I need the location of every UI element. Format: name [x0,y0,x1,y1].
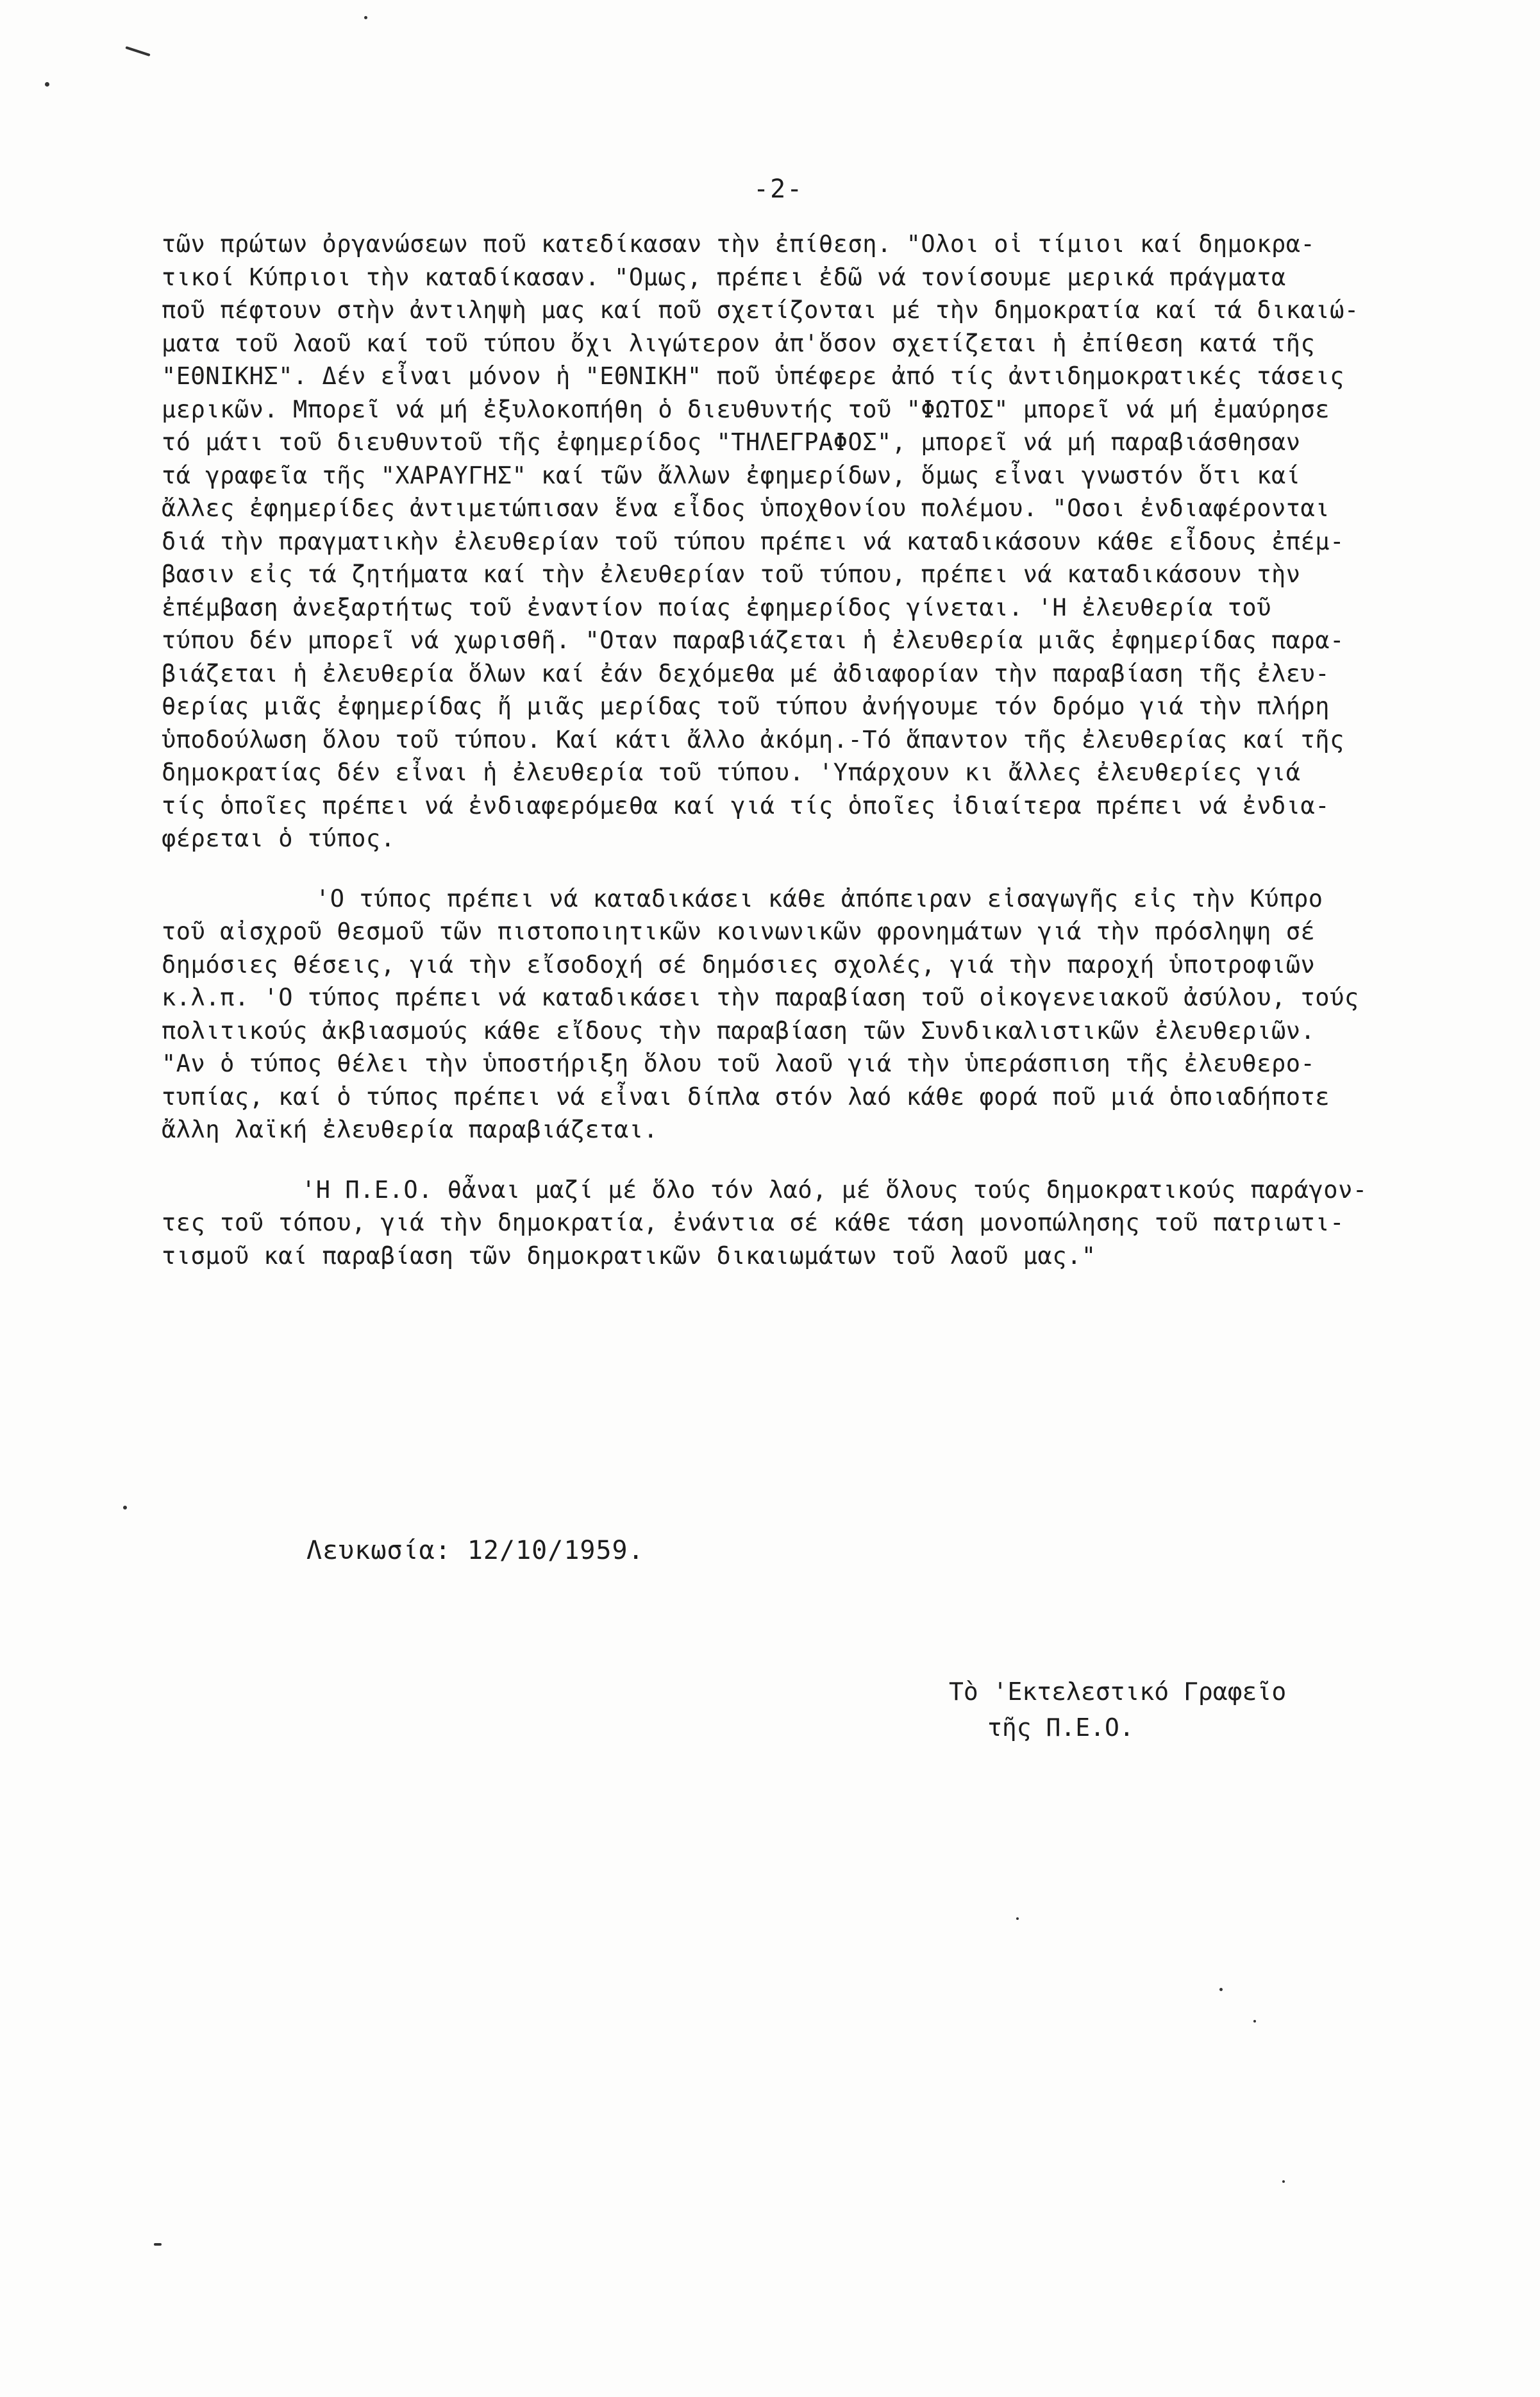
paragraph-gap [162,855,1518,882]
paragraph-gap [162,1147,1518,1173]
signature-line-1: Τὸ 'Εκτελεστικό Γραφεῖο [949,1678,1287,1706]
text-line: πολιτικούς ἀκβιασμούς κάθε εἴδους τὴν παραβίαση τῶν Συνδικαλιστικῶν ἐλευθεριῶν. [162,1016,1316,1045]
text-line: 'Η Π.Ε.Ο. θἆναι μαζί μέ ὅλο τόν λαό, μέ ὅλους τούς δημοκρατικούς παράγον- [301,1175,1368,1204]
text-line: ἄλλες ἐφημερίδες ἀντιμετώπισαν ἕνα εἶδος ὑποχθονίου πολέμου. "Οσοι ἐνδιαφέρονται [162,494,1330,522]
text-line: τισμοῦ καί παραβίαση τῶν δημοκρατικῶν δικαιωμάτων τοῦ λαοῦ μας." [162,1241,1096,1270]
text-line: ποῦ πέφτουν στὴν ἀντιληψὴ μας καί ποῦ σχετίζονται μέ τὴν δημοκρατία καί τά δικαιώ- [162,296,1359,324]
text-line: 'Ο τύπος πρέπει νά καταδικάσει κάθε ἀπόπειραν εἰσαγωγῆς εἰς τὴν Κύπρο [315,884,1323,913]
text-line: ματα τοῦ λαοῦ καί τοῦ τύπου ὄχι λιγώτερον ἀπ'ὅσον σχετίζεται ἡ ἐπίθεση κατά τῆς [162,329,1316,357]
text-line: "Αν ὁ τύπος θέλει τὴν ὑποστήριξη ὅλου τοῦ λαοῦ γιά τὴν ὑπεράσπιση τῆς ἐλευθερο- [162,1050,1316,1077]
page-number: -2- [753,174,804,204]
text-line: "ΕΘΝΙΚΗΣ". Δέν εἶναι μόνον ἡ "ΕΘΝΙΚΗ" ποῦ ὑπέφερε ἀπό τίς ἀντιδημοκρατικές τάσεις [162,362,1344,390]
scan-speck [1219,1988,1223,1991]
text-line: τυπίας, καί ὁ τύπος πρέπει νά εἶναι δίπλα στόν λαό κάθε φορά ποῦ μιά ὁποιαδήποτε [162,1082,1330,1111]
text-line: φέρεται ὁ τύπος. [162,825,396,852]
scan-speck [123,1506,127,1510]
text-line: τες τοῦ τόπου, γιά τὴν δημοκρατία, ἐνάντια σέ κάθε τάση μονοπώλησης τοῦ πατριωτι- [162,1209,1344,1236]
text-line: δημοκρατίας δέν εἶναι ἡ ἐλευθερία τοῦ τύπου. 'Υπάρχουν κι ἄλλες ἐλευθερίες γιά [162,759,1301,786]
text-line: τά γραφεῖα τῆς "ΧΑΡΑΥΓΗΣ" καί τῶν ἄλλων ἐφημερίδων, ὅμως εἶναι γνωστόν ὅτι καί [162,461,1301,489]
text-line: τοῦ αἰσχροῦ θεσμοῦ τῶν πιστοποιητικῶν κοινωνικῶν φρονημάτων γιά τὴν πρόσληψη σέ [162,918,1316,945]
text-line: τικοί Κύπριοι τὴν καταδίκασαν. "Ομως, πρέπει ἐδῶ νά τονίσουμε μερικά πράγματα [162,263,1286,291]
text-line: τίς ὁποῖες πρέπει νά ἐνδιαφερόμεθα καί γιά τίς ὁποῖες ἰδιαίτερα πρέπει νά ἐνδια- [162,791,1330,820]
signature-line-2: τῆς Π.Ε.Ο. [987,1713,1134,1742]
scan-speck [154,2243,162,2246]
scan-speck [1016,1917,1019,1920]
text-line: μερικῶν. Μπορεῖ νά μή ἐξυλοκοπήθη ὁ διευθυντής τοῦ "ΦΩΤΟΣ" μπορεῖ νά μή ἐμαύρησε [162,395,1330,423]
text-line: ἐπέμβαση ἀνεξαρτήτως τοῦ ἐναντίον ποίας ἐφημερίδος γίνεται. 'Η ἐλευθερία τοῦ [162,593,1271,621]
text-line: βιάζεται ἡ ἐλευθερία ὅλων καί ἐάν δεχόμεθα μέ ἀδιαφορίαν τὴν παραβίαση τῆς ἐλευ- [162,659,1330,687]
text-line: τύπου δέν μπορεῖ νά χωρισθῆ. "Οταν παραβιάζεται ἡ ἐλευθερία μιᾶς ἐφημερίδας παρα- [162,627,1344,654]
text-line: τό μάτι τοῦ διευθυντοῦ τῆς ἐφημερίδος "ΤΗΛΕΓΡΑΦΟΣ", μπορεῖ νά μή παραβιάσθησαν [162,428,1301,456]
text-line: βασιν εἰς τά ζητήματα καί τὴν ἐλευθερίαν τοῦ τύπου, πρέπει νά καταδικάσουν τὴν [162,560,1301,588]
signature-block [949,1674,1286,1745]
scan-speck [45,82,49,87]
text-line: δημόσιες θέσεις, γιά τὴν εἴσοδοχή σέ δημόσιες σχολές, γιά τὴν παροχή ὑποτροφιῶν [162,950,1316,979]
text-line: τῶν πρώτων ὀργανώσεων ποῦ κατεδίκασαν τὴν ἐπίθεση. "Ολοι οἱ τίμιοι καί δημοκρα- [162,230,1316,258]
paragraph-2 [162,882,1518,1147]
letter-body [162,228,1518,1272]
text-line: θερίας μιᾶς ἐφημερίδας ἤ μιᾶς μερίδας τοῦ τύπου ἀνήγουμε τόν δρόμο γιά τὴν πλήρη [162,693,1330,720]
paragraph-3 [162,1173,1518,1273]
text-line: διά τὴν πραγματικὴν ἐλευθερίαν τοῦ τύπου πρέπει νά καταδικάσουν κάθε εἶδους ἐπέμ- [162,527,1344,555]
scan-speck [1253,2020,1256,2023]
scan-speck [1282,2180,1285,2183]
date-line: Λευκωσία: 12/10/1959. [306,1536,644,1565]
paragraph-1 [162,228,1518,855]
scan-speck [364,16,367,19]
text-line: ὑποδούλωση ὅλου τοῦ τύπου. Καί κάτι ἄλλο ἀκόμη.-Τό ἅπαντον τῆς ἐλευθερίας καί τῆς [162,725,1344,753]
text-line: κ.λ.π. 'Ο τύπος πρέπει νά καταδικάσει τὴν παραβίαση τοῦ οἰκογενειακοῦ ἀσύλου, τούς [162,984,1359,1011]
text-line: ἄλλη λαϊκή ἐλευθερία παραβιάζεται. [162,1116,658,1143]
scan-speck [125,46,150,56]
